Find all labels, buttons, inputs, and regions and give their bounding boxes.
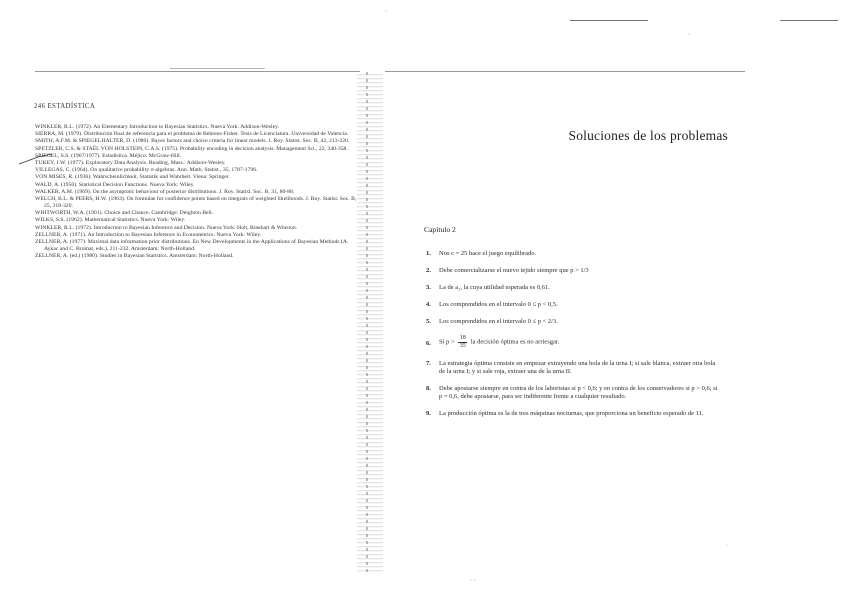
scan-speck: ·: [726, 543, 728, 549]
solution-number: 8.: [426, 385, 431, 392]
page-title: Soluciones de los problemas: [568, 128, 728, 143]
solution-item: [422, 250, 722, 258]
solution-number: 9.: [426, 410, 431, 417]
solution-text: La estrategia óptima consiste en empezar extrayendo una bola de la urna I; si sale blanca, extraer otra bola de la urna I; y si sale roja, extraer una de la urna II.: [439, 360, 716, 375]
solution-text: Debe comercializarse el nuevo tejido siempre que p > 1/3: [439, 267, 589, 274]
reference-list: [35, 124, 357, 260]
reference-entry: WELCH, B.L. & PEERS, H.W. (1963). On formulae for confidence points based on integrals of weighted likelihoods. J. Roy. Statist. Soc. B, 25, 318-329.: [35, 196, 357, 209]
reference-entry: WINKLER, R.L. (1972). Introduction to Bayesian Inference and Decision. Nueva York: Holt, Rinehart & Winston.: [35, 224, 298, 231]
reference-entry: WHITWORTH, W.A. (1901). Choice and Chance. Cambridge: Deighton Bell.: [35, 210, 214, 217]
solution-item: [422, 301, 722, 309]
left-page-bibliography: [22, 97, 358, 397]
solution-number: 4.: [426, 301, 431, 308]
reference-entry: WALKER, A.M. (1969). On the asymptotic behaviour of posterior distributions. J. Roy. Statist. Soc. B, 31, 80-88.: [35, 188, 295, 195]
scan-speck: ·: [385, 9, 387, 15]
fraction-numerator: 18: [459, 335, 466, 341]
solution-text: La producción óptima es la de tres máquinas nocturnas, que proporciona un beneficio esperado de 11.: [439, 410, 704, 417]
reference-entry: TUKEY, J.W. (1977). Exploratory Data Analysis. Reading, Mass.: Addison-Wesley.: [35, 160, 226, 167]
solution-item: [422, 318, 722, 326]
scan-speck: · ·: [470, 578, 476, 584]
fraction: [458, 335, 467, 349]
reference-entry: WINKLER, R.L. (1972). An Elementary Introduction to Bayesian Statistics. Nueva York: Addison-Wesley.: [35, 124, 280, 130]
reference-entry: VON MISES, R. (1936). Wahrscheinlichkeit, Statistik und Wahrheit. Viena: Springer.: [35, 174, 230, 181]
solution-number: 6.: [426, 340, 431, 347]
solution-number: 2.: [426, 267, 431, 274]
chapter-heading: Capítulo 2: [424, 225, 456, 234]
solution-text: Los comprendidos en el intervalo 0 ≤ p < 0,5.: [439, 301, 558, 308]
solution-text: La de a₂, la cuya utilidad esperada es 0,61.: [439, 284, 550, 291]
scan-rule-top-right-2: [780, 20, 838, 21]
solution-number: 1.: [426, 250, 431, 257]
reference-entry: VILLEGAS, C. (1964). On qualitative probability σ-algebras. Ann. Math. Statist., 35, 1787-1796.: [35, 167, 258, 174]
pen-mark: [18, 152, 54, 166]
page-gutter-shadow: [366, 72, 368, 572]
solution-text: Debe apostarse siempre en contra de los laboristas si p < 0,6; y en contra de los conservadores si p > 0,6; si p = 0,6, debe apostarse, para ser indiferente frente a cualquier resultado.: [439, 385, 718, 400]
scan-speck: ·: [688, 32, 690, 38]
fraction-denominator: 35: [459, 342, 466, 349]
scan-rule-upper-right: [385, 71, 745, 72]
reference-entry: WALD, A. (1950). Statistical Decision Functions. Nueva York: Wiley.: [35, 181, 195, 188]
reference-entry: ZELLNER, A. (1977). Maximal data information prior distributions. En New Developments in the Applications of Bayesian Methods (A. Aykac and C. Brumat, eds.), 211-232. Amsterdam: North-Holland.: [35, 238, 349, 252]
reference-entry: SIERRA, M. (1979). Distribución final de referencia para el problema de Behrens-Fisher. Tesis de Licenciatura. Universidad de Valencia.: [35, 131, 349, 138]
solution-number: 5.: [426, 318, 431, 325]
reference-entry: WILKS, S.S. (1962). Mathematical Statistics. Nueva York: Wiley.: [35, 217, 186, 224]
solution-item: [422, 385, 722, 401]
solution-item: [422, 335, 722, 349]
solution-text: Nos c = 25 hace el juego equilibrado.: [439, 250, 537, 257]
solution-item: [422, 284, 722, 292]
reference-entry: SPIEGEL, S.S. (1967/1977). Estadística. Méjico: McGraw-Hill.: [35, 152, 182, 159]
solution-text: Los comprendidos en el intervalo 0 ≤ p < 2/3.: [439, 318, 558, 325]
solution-text-pre: Si p >: [439, 338, 457, 346]
solutions-list: [422, 250, 722, 418]
reference-entry: ZELLNER, A. (1971). An Introduction to Bayesian Inference in Econometrics. Nueva York: Wiley.: [35, 231, 262, 238]
solution-item: [422, 360, 722, 376]
solution-item: [422, 410, 722, 418]
reference-entry: SPETZLER, C.S. & STAËL VON HOLSTEIN, C.A.S. (1975). Probability encoding in decision analysis. Management Sci., 22, 340-358.: [35, 145, 348, 152]
solution-number: 7.: [426, 360, 431, 367]
right-page-solutions: [422, 100, 832, 580]
reference-entry: ZELLNER, A. (ed.) (1980). Studies in Bayesian Statistics. Amsterdam: North-Holland.: [35, 253, 234, 260]
reference-entry: SMITH, A.F.M. & SPIEGELHALTER, D. (1980). Bayes factors and choice criteria for linear models. J. Roy. Statist. Soc. B, 42, 213-220.: [35, 138, 350, 145]
running-head: 246 ESTADÍSTICA: [34, 103, 96, 110]
scan-rule-upper-left: [35, 71, 360, 72]
page-gutter: [357, 72, 383, 572]
solution-item: [422, 267, 722, 275]
solution-text-post: la decisión óptima es no arriesgar.: [470, 338, 560, 346]
scan-rule-left-crease: [170, 68, 265, 69]
solution-number: 3.: [426, 284, 431, 291]
scan-rule-top-right-1: [570, 20, 648, 21]
